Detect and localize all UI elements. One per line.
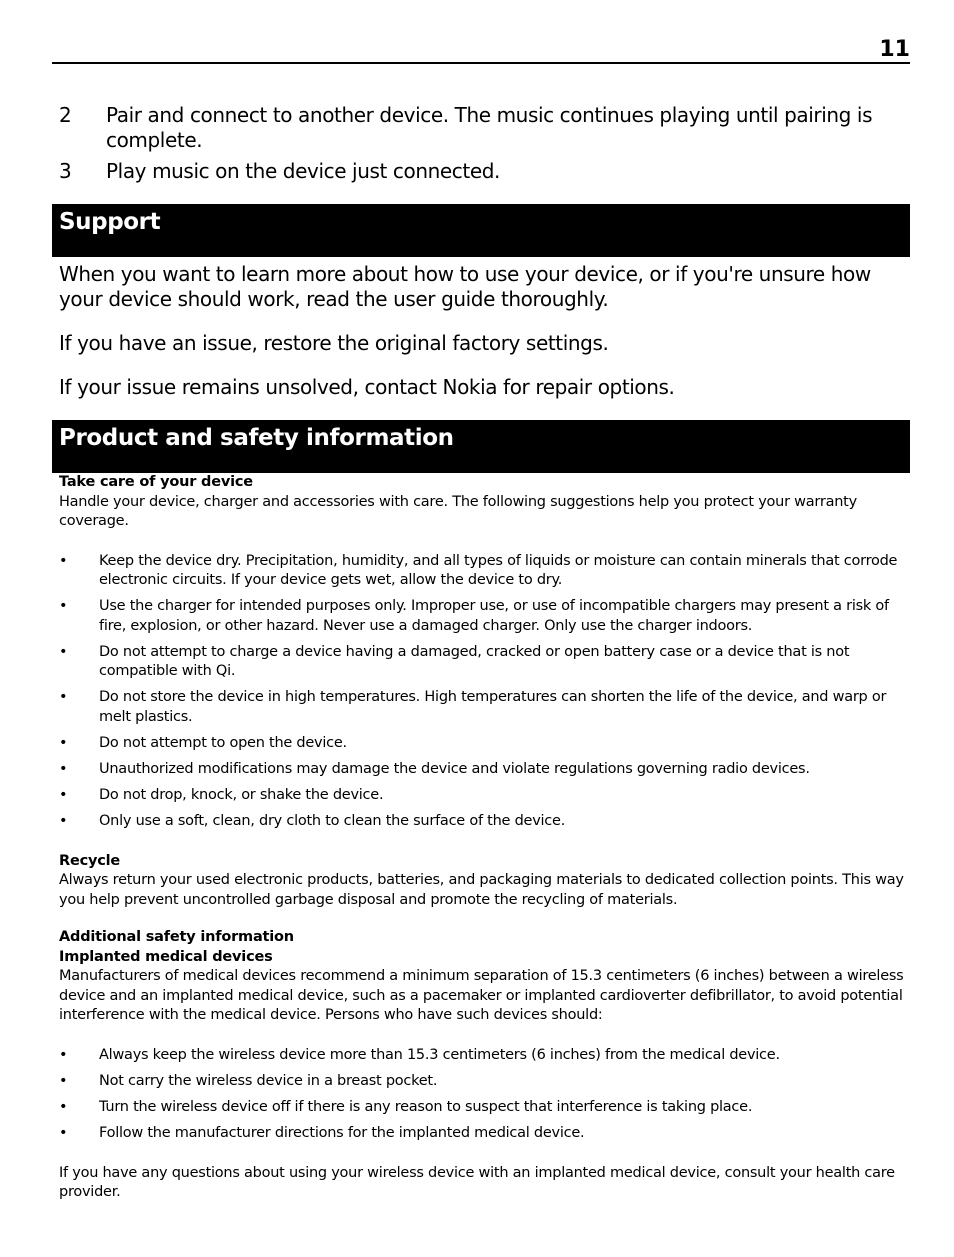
list-item: • Use the charger for intended purposes only. Improper use, or use of incompatible chargers may present a risk of fire, explosion, or other hazard. Never use a damaged charger. Only use the charger indoors. (52, 597, 910, 636)
list-item: • Unauthorized modifications may damage the device and violate regulations governing radio devices. (52, 760, 910, 780)
step-item (52, 103, 910, 153)
care-heading: Take care of your device (59, 474, 253, 490)
bullet-icon: • (59, 643, 68, 660)
list-item: • Do not drop, knock, or shake the device. (52, 786, 910, 806)
support-paragraph: When you want to learn more about how to use your device, or if you're unsure how your device should work, read the user guide thoroughly. (59, 262, 871, 311)
step-number: 2 (59, 103, 72, 127)
step-number: 3 (59, 159, 72, 183)
bullet-icon: • (59, 552, 68, 569)
step-text: Play music on the device just connected. (106, 159, 500, 183)
implanted-devices-heading: Implanted medical devices (59, 948, 273, 965)
support-paragraph: If you have an issue, restore the original factory settings. (59, 331, 609, 355)
list-item: • Not carry the wireless device in a breast pocket. (52, 1072, 910, 1092)
care-bullet-list (52, 552, 910, 832)
bullet-icon: • (59, 734, 68, 751)
care-intro: Handle your device, charger and accessories with care. The following suggestions help you protect your warranty coverage. (59, 493, 857, 529)
header-divider (52, 62, 910, 64)
bullet-icon: • (59, 812, 68, 829)
bullet-icon: • (59, 786, 68, 803)
bullet-icon: • (59, 1046, 68, 1063)
list-item: • Only use a soft, clean, dry cloth to clean the surface of the device. (52, 812, 910, 832)
document-page (52, 0, 910, 1257)
additional-safety-heading: Additional safety information (59, 929, 294, 945)
bullet-icon: • (59, 760, 68, 777)
safety-section-bar (52, 420, 910, 473)
list-item: • Do not attempt to charge a device having a damaged, cracked or open battery case or a device that is not compatible with Qi. (52, 643, 910, 682)
list-item: • Follow the manufacturer directions for the implanted medical device. (52, 1124, 910, 1144)
steps-list (52, 103, 910, 190)
implanted-devices-closing: If you have any questions about using your wireless device with an implanted medical device, consult your health care provider. (59, 1164, 895, 1200)
safety-body (52, 473, 910, 1203)
step-text: Pair and connect to another device. The music continues playing until pairing is complete. (106, 103, 873, 152)
support-section-bar (52, 204, 910, 257)
page-number: 11 (879, 37, 910, 62)
list-item: • Do not store the device in high temperatures. High temperatures can shorten the life of the device, and warp or melt plastics. (52, 688, 910, 727)
list-item: • Turn the wireless device off if there is any reason to suspect that interference is taking place. (52, 1098, 910, 1118)
support-heading: Support (59, 209, 161, 235)
bullet-icon: • (59, 1098, 68, 1115)
bullet-icon: • (59, 1072, 68, 1089)
bullet-icon: • (59, 1124, 68, 1141)
list-item: • Do not attempt to open the device. (52, 734, 910, 754)
bullet-icon: • (59, 598, 68, 614)
recycle-text: Always return your used electronic products, batteries, and packaging materials to dedicated collection points. This way you help prevent uncontrolled garbage disposal and promote the recycling of materials. (59, 872, 904, 908)
list-item: • Keep the device dry. Precipitation, humidity, and all types of liquids or moisture can contain minerals that corrode electronic circuits. If your device gets wet, allow the device to dry. (52, 552, 910, 591)
support-paragraph: If your issue remains unsolved, contact Nokia for repair options. (59, 375, 675, 399)
recycle-heading: Recycle (59, 852, 121, 869)
list-item: • Always keep the wireless device more than 15.3 centimeters (6 inches) from the medical device. (52, 1046, 910, 1066)
implanted-bullet-list (52, 1046, 910, 1144)
support-body (59, 262, 910, 419)
step-item (52, 159, 910, 184)
bullet-icon: • (59, 689, 68, 705)
safety-heading: Product and safety information (59, 425, 454, 451)
implanted-devices-intro: Manufacturers of medical devices recommend a minimum separation of 15.3 centimeters (6 inches) between a wireless device and an implanted medical device, such as a pacemaker or implanted cardioverter defibrillator, to avoid potential interference with the medical device. Persons who have such devices should: (59, 968, 904, 1023)
